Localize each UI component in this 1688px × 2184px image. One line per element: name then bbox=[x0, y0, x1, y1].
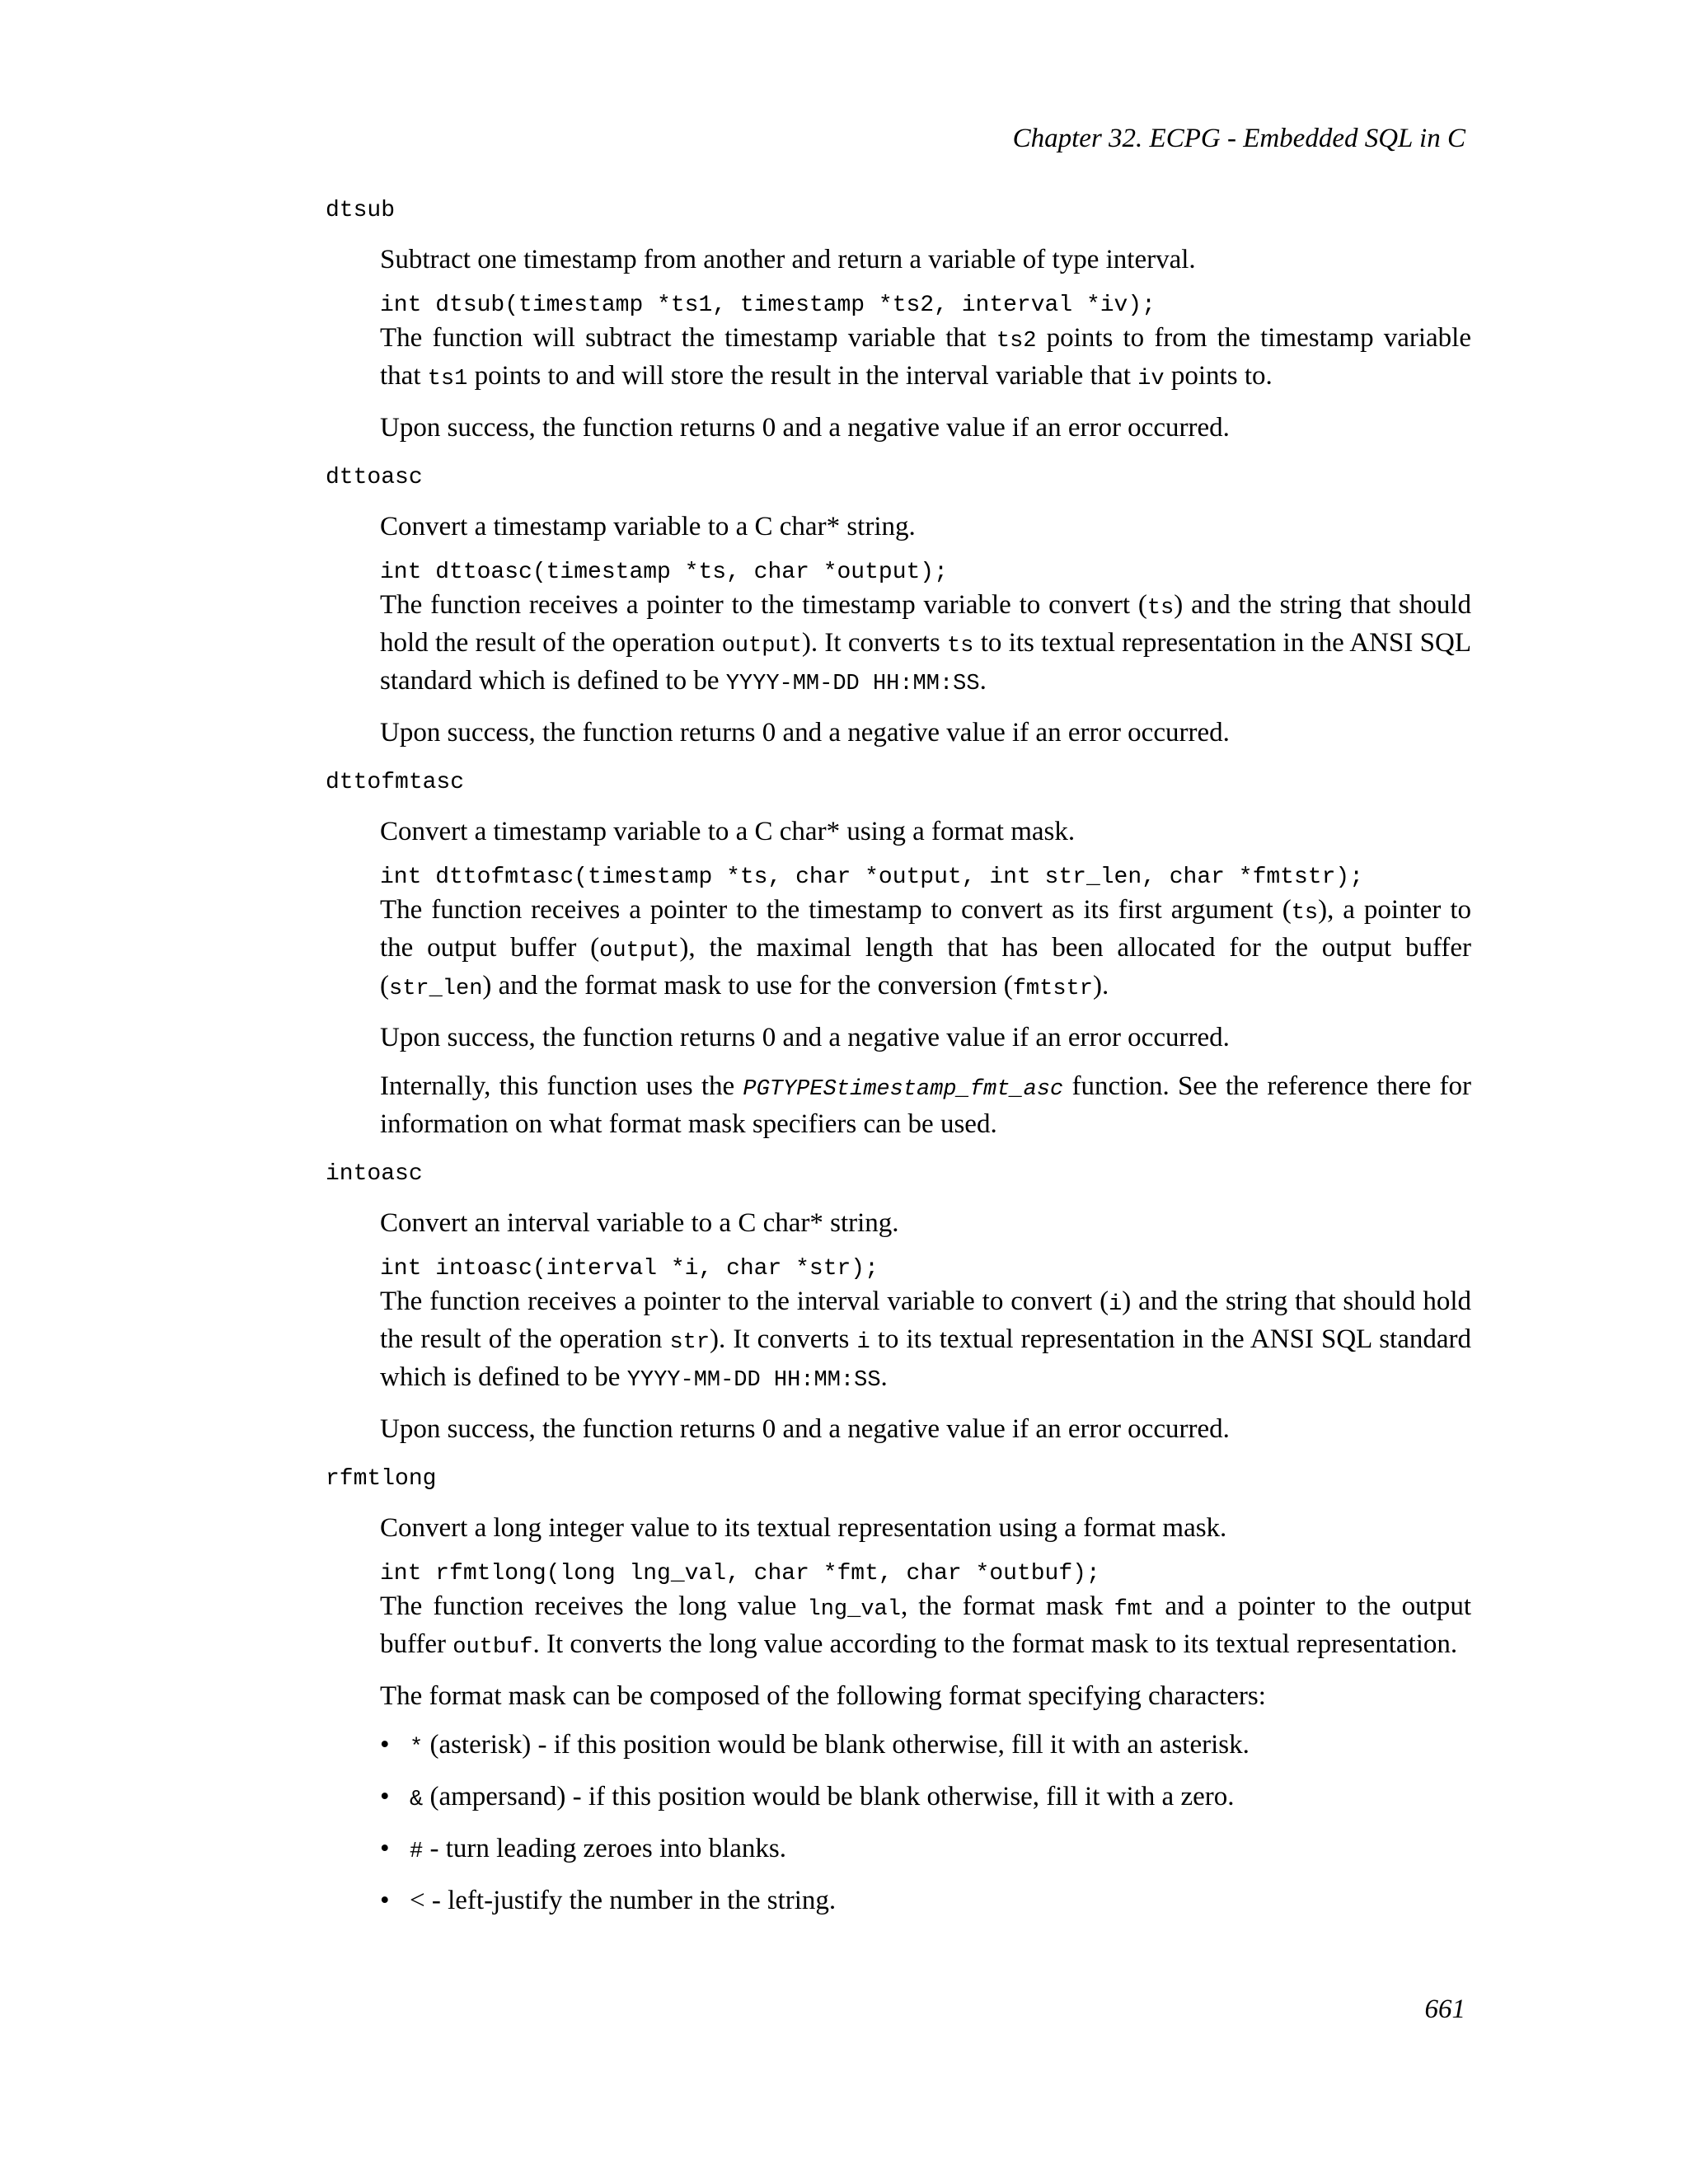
list-item: • < - left-justify the number in the string. bbox=[380, 1883, 1471, 1918]
function-name: intoasc bbox=[326, 1161, 423, 1187]
function-details: The function receives the long value lng_val, the format mask fmt and a pointer to the output buffer outbuf. It converts the long value according to the format mask to its textual representation. bbox=[380, 1591, 1471, 1660]
list-item: • & (ampersand) - if this position would be blank otherwise, fill it with a zero. bbox=[380, 1779, 1471, 1817]
entry-dtsub bbox=[326, 196, 1471, 445]
list-item: • * (asterisk) - if this position would be blank otherwise, fill it with an asterisk. bbox=[380, 1727, 1471, 1765]
function-synopsis: int dttoasc(timestamp *ts, char *output); bbox=[380, 560, 948, 585]
bullet-icon: • bbox=[380, 1730, 390, 1760]
function-details: The function will subtract the timestamp variable that ts2 points to from the timestamp variable that ts1 points to and will store the result in the interval variable that iv points to. bbox=[380, 323, 1471, 391]
function-details: The function receives a pointer to the interval variable to convert (i) and the string that should hold the result of the operation str). It converts i to its textual representation in the ANSI SQL standard which is defined to be YYYY-MM-DD HH:MM:SS. bbox=[380, 1286, 1471, 1393]
function-description: Subtract one timestamp from another and return a variable of type interval. bbox=[380, 245, 1196, 274]
function-definition bbox=[380, 814, 1471, 1141]
function-description: Convert a long integer value to its textual representation using a format mask. bbox=[380, 1513, 1227, 1543]
page-content bbox=[326, 196, 1471, 1936]
function-details: The function receives a pointer to the timestamp to convert as its first argument (ts), a pointer to the output buffer (output), the maximal length that has been allocated for the output buffer (str_len) and the format mask to use for the conversion (fmtstr). bbox=[380, 895, 1471, 1001]
function-note: Internally, this function uses the PGTYPEStimestamp_fmt_asc function. See the reference there for information on what format mask specifiers can be used. bbox=[380, 1071, 1471, 1139]
function-definition bbox=[380, 1511, 1471, 1918]
entry-rfmtlong bbox=[326, 1465, 1471, 1918]
running-header: Chapter 32. ECPG - Embedded SQL in C bbox=[1012, 124, 1465, 153]
function-synopsis: int rfmtlong(long lng_val, char *fmt, char *outbuf); bbox=[380, 1561, 1100, 1586]
function-synopsis: int dttofmtasc(timestamp *ts, char *output, int str_len, char *fmtstr); bbox=[380, 865, 1363, 890]
list-item: • # - turn leading zeroes into blanks. bbox=[380, 1831, 1471, 1869]
function-description: Convert a timestamp variable to a C char* string. bbox=[380, 512, 916, 541]
page-number: 661 bbox=[1424, 1994, 1465, 2024]
function-reference-link[interactable]: PGTYPEStimestamp_fmt_asc bbox=[743, 1077, 1064, 1102]
function-synopsis: int intoasc(interval *i, char *str); bbox=[380, 1256, 879, 1282]
function-name: dttofmtasc bbox=[326, 770, 465, 795]
function-description: Convert an interval variable to a C char* string. bbox=[380, 1208, 899, 1238]
entry-dttofmtasc bbox=[326, 768, 1471, 1141]
function-return-value: Upon success, the function returns 0 and a negative value if an error occurred. bbox=[380, 1414, 1230, 1444]
bullet-icon: • bbox=[380, 1834, 390, 1863]
function-return-value: Upon success, the function returns 0 and a negative value if an error occurred. bbox=[380, 1023, 1230, 1052]
function-name: dttoasc bbox=[326, 465, 423, 490]
function-return-value: Upon success, the function returns 0 and a negative value if an error occurred. bbox=[380, 413, 1230, 443]
function-name: dtsub bbox=[326, 198, 396, 223]
bullet-icon: • bbox=[380, 1886, 390, 1915]
bullet-icon: • bbox=[380, 1782, 390, 1811]
function-definition bbox=[380, 1206, 1471, 1446]
function-name: rfmtlong bbox=[326, 1466, 437, 1492]
function-description: Convert a timestamp variable to a C char* using a format mask. bbox=[380, 817, 1076, 846]
function-definition bbox=[380, 509, 1471, 750]
entry-dttoasc bbox=[326, 463, 1471, 750]
function-definition bbox=[380, 242, 1471, 445]
format-mask-list bbox=[380, 1727, 1471, 1918]
function-synopsis: int dtsub(timestamp *ts1, timestamp *ts2, interval *iv); bbox=[380, 293, 1156, 318]
format-mask-intro: The format mask can be composed of the following format specifying characters: bbox=[380, 1681, 1266, 1711]
entry-intoasc bbox=[326, 1160, 1471, 1446]
function-return-value: Upon success, the function returns 0 and a negative value if an error occurred. bbox=[380, 718, 1230, 748]
function-details: The function receives a pointer to the timestamp variable to convert (ts) and the string that should hold the result of the operation output). It converts ts to its textual representation in the ANSI SQL standard which is defined to be YYYY-MM-DD HH:MM:SS. bbox=[380, 590, 1471, 696]
